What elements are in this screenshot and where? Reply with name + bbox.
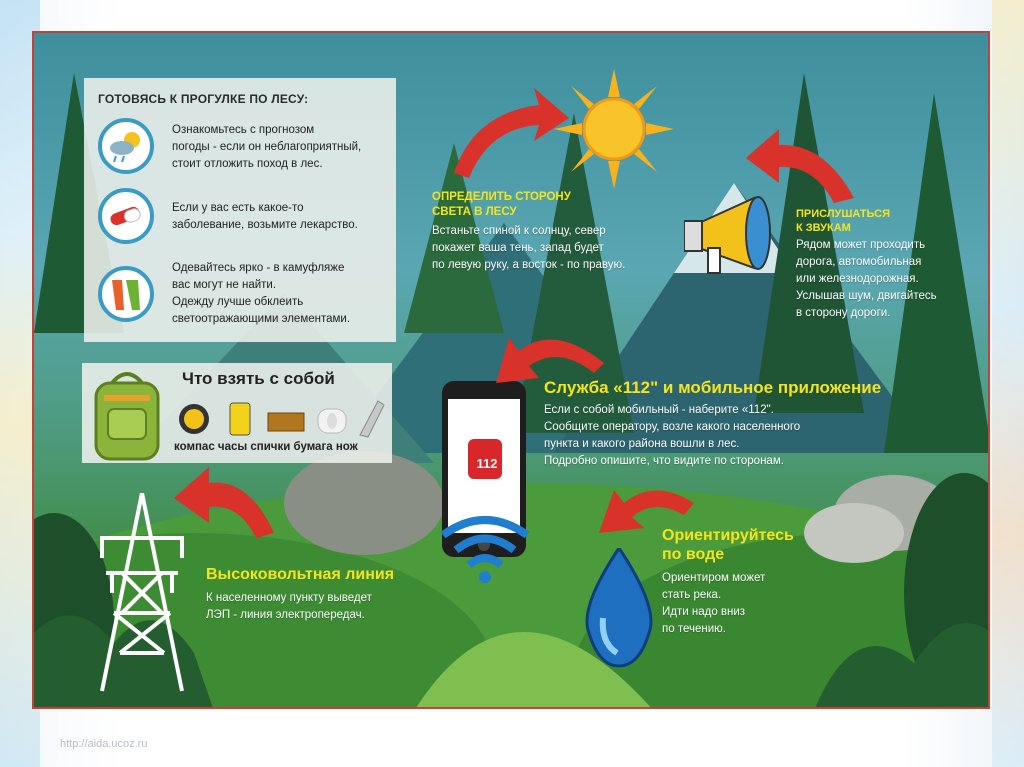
watch-icon: [230, 403, 250, 435]
prep-item-clothes: [98, 260, 388, 334]
arrow-to-phone: [496, 338, 604, 383]
weather-icon: [98, 118, 154, 174]
prep-item-weather: [98, 118, 388, 178]
sounds-text: Рядом может проходить дорога, автомобильная или железнодорожная. Услышав шум, двигайтесь в сторону дороги.: [796, 239, 937, 319]
sun-direction-text: Встаньте спиной к солнцу, север покажет ваша тень, запад будет по левую руку, а восток - по правую.: [432, 225, 626, 271]
prep-panel: [84, 78, 396, 342]
sounds-title: ПРИСЛУШАТЬСЯ К ЗВУКАМ: [796, 208, 891, 234]
source-url: http://aida.ucoz.ru: [60, 738, 148, 750]
water-text: Ориентиром может стать река. Идти надо вниз по течению.: [662, 572, 766, 635]
prep-title: ГОТОВЯСЬ К ПРОГУЛКЕ ПО ЛЕСУ:: [98, 92, 309, 106]
prep-item-medicine: [98, 188, 388, 248]
prep-text-weather: Ознакомьтесь с прогнозом погоды - если он неблагоприятный, стоит отложить поход в лес.: [172, 124, 362, 170]
water-title: Ориентируйтесь по воде: [662, 527, 794, 563]
arrow-to-sun: [454, 88, 569, 178]
items-icons: [178, 399, 388, 439]
prep-text-medicine: Если у вас есть какое-то заболевание, возьмите лекарство.: [172, 202, 358, 231]
clothes-icon: [98, 266, 154, 322]
service112-title: Служба «112" и мобильное приложение: [544, 378, 882, 397]
arrow-to-megaphone: [746, 129, 854, 203]
backpack-icon: [90, 369, 164, 461]
medicine-icon: [98, 188, 154, 244]
right-decoration: [992, 0, 1024, 767]
knife-icon: [360, 401, 384, 437]
powerline-text: К населенному пункту выведет ЛЭП - линия электропередач.: [206, 592, 372, 621]
matches-icon: [268, 413, 304, 431]
badge-112: 112: [476, 456, 498, 471]
sun-direction-title: ОПРЕДЕЛИТЬ СТОРОНУ СВЕТА В ЛЕСУ: [432, 191, 571, 218]
take-title: Что взять с собой: [182, 369, 335, 388]
prep-text-clothes: Одевайтесь ярко - в камуфляже вас могут не найти. Одежду лучше обклеить светоотражающими элементами.: [172, 262, 351, 325]
service112-text: Если с собой мобильный - наберите «112". Сообщите оператору, возле какого населенного пункта и какого района вошли в лес. Подробно опишите, что видите по сторонам.: [544, 404, 801, 467]
arrow-to-tower: [174, 467, 274, 538]
take-items-label: компас часы спички бумага нож: [174, 441, 358, 453]
take-panel: [82, 363, 392, 463]
forest-safety-poster: [32, 31, 990, 709]
powerline-title: Высоковольтная линия: [206, 566, 395, 583]
